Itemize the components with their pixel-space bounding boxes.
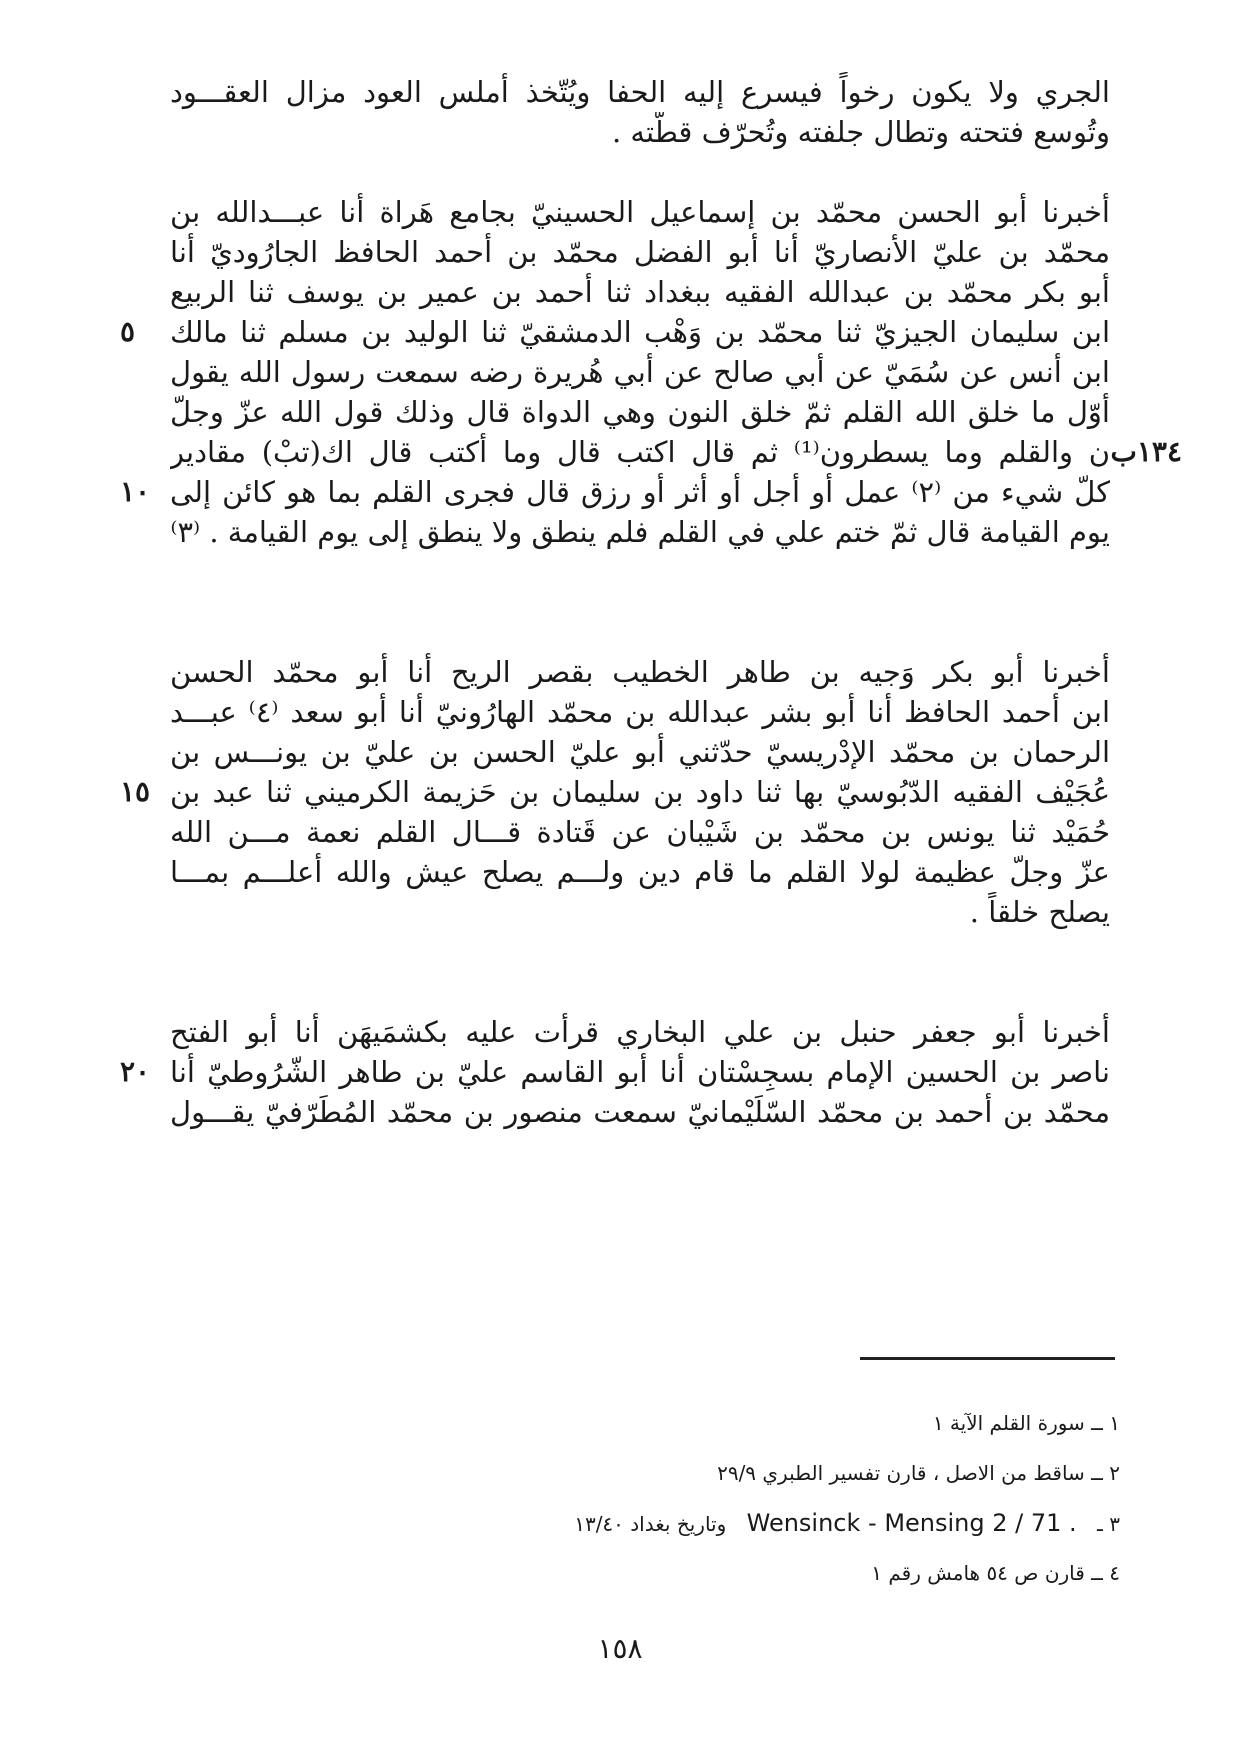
text-line: ناصر بن الحسين الإمام بسجِسْتان أنا أبو القاسم عليّ بن طاهر الشّرُوطيّ أنا: [170, 1055, 1110, 1089]
text-line: ابن أنس عن سُمَيّ عن أبي صالح عن أبي هُريرة رضه سمعت رسول الله يقول: [170, 355, 1110, 389]
text-line: يصلح خلقاً .: [969, 895, 1110, 929]
text-line: ابن أحمد الحافظ أنا أبو بشر عبدالله بن محمّد الهارُونيّ أنا أبو سعد ⁽٤⁾ عبـــد: [170, 695, 1110, 729]
text-line: عُجَيْف الفقيه الدّبُوسيّ بها ثنا داود بن سليمان بن حَزيمة الكرميني ثنا عبد بن: [170, 775, 1110, 809]
text-line: وتُوسع فتحته وتطال جلفته وتُحرّف قطّته .: [611, 115, 1110, 149]
paragraph-4: [170, 1012, 1110, 1132]
paragraph-2: [170, 192, 1110, 552]
line-number-marker: ٢٠: [120, 1055, 151, 1088]
footnote-3-latin: Wensinck - Mensing 2 / 71 .: [746, 1509, 1077, 1537]
text-line: أخبرنا أبو الحسن محمّد بن إسماعيل الحسينيّ بجامع هَراة أنا عبـــدالله بن: [170, 195, 1110, 229]
text-line: أخبرنا أبو بكر وَجيه بن طاهر الخطيب بقصر الريح أنا أبو محمّد الحسن: [170, 655, 1110, 689]
paragraph-3: [170, 652, 1110, 932]
paragraph-1: [170, 72, 1110, 152]
text-line: أبو بكر محمّد بن عبدالله الفقيه ببغداد ثنا أحمد بن عمير بن يوسف ثنا الربيع: [170, 275, 1110, 309]
text-line: الرحمان بن محمّد الإدْريسيّ حدّثني أبو عليّ الحسن بن عليّ بن يونـــس بن: [170, 735, 1110, 769]
footnote-separator: [860, 1357, 1115, 1360]
text-line: عزّ وجلّ عظيمة لولا القلم ما قام دين ولـــم يصلح عيش والله أعلـــم بمـــا: [170, 855, 1110, 889]
page-number: ١٥٨: [597, 1632, 643, 1665]
footnote-4: ٤ ــ قارن ص ٥٤ هامش رقم ١: [871, 1561, 1120, 1585]
footnote-1: ١ ــ سورة القلم الآية ١: [932, 1411, 1120, 1435]
footnote-3: [340, 1498, 1120, 1548]
line-number-marker: ١٠: [120, 475, 151, 508]
line-number-marker: ٥: [120, 315, 136, 348]
line-number-marker: ١٥: [120, 775, 151, 808]
text-line: كلّ شيء من ⁽٢⁾ عمل أو أجل أو أثر أو رزق قال فجرى القلم بما هو كائن إلى: [170, 475, 1110, 509]
text-line: ابن سليمان الجيزيّ ثنا محمّد بن وَهْب الدمشقيّ ثنا الوليد بن مسلم ثنا مالك: [170, 315, 1110, 349]
text-line: حُمَيْد ثنا يونس بن محمّد بن شَيْبان عن قَتادة قـــال القلم نعمة مـــن الله: [170, 815, 1110, 849]
text-line: أخبرنا أبو جعفر حنبل بن علي البخاري قرأت عليه بكشمَيهَن أنا أبو الفتح: [170, 1015, 1110, 1049]
text-line: يوم القيامة قال ثمّ ختم علي في القلم فلم ينطق ولا ينطق إلى يوم القيامة . ⁽٣⁾: [170, 515, 1110, 549]
text-line: الجري ولا يكون رخواً فيسرع إليه الحفا ويُتّخذ أملس العود مزال العقـــود: [170, 75, 1110, 109]
text-line: محمّد بن عليّ الأنصاريّ أنا أبو الفضل محمّد بن أحمد الحافظ الجارُوديّ أنا: [170, 235, 1110, 269]
footnotes: [340, 1398, 1120, 1598]
text-line: أوّل ما خلق الله القلم ثمّ خلق النون وهي الدواة قال وذلك قول الله عزّ وجلّ: [170, 395, 1110, 429]
footnote-2: ٢ ــ ساقط من الاصل ، قارن تفسير الطبري ٢٩/٩: [717, 1461, 1120, 1485]
text-line: ن والقلم وما يسطرون⁽¹⁾ ثم قال اكتب قال وما أكتب قال اك(تبْ) مقادير: [170, 435, 1110, 469]
footnote-3-arabic: وتاريخ بغداد ١٣/٤٠: [574, 1512, 727, 1536]
footnote-3-number: ٣ ـ: [1097, 1512, 1120, 1536]
text-line: محمّد بن أحمد بن محمّد السّلَيْمانيّ سمعت منصور بن محمّد المُطَرّفيّ يقـــول: [170, 1095, 1110, 1129]
folio-marker: ١٣٤ب: [1110, 435, 1182, 468]
